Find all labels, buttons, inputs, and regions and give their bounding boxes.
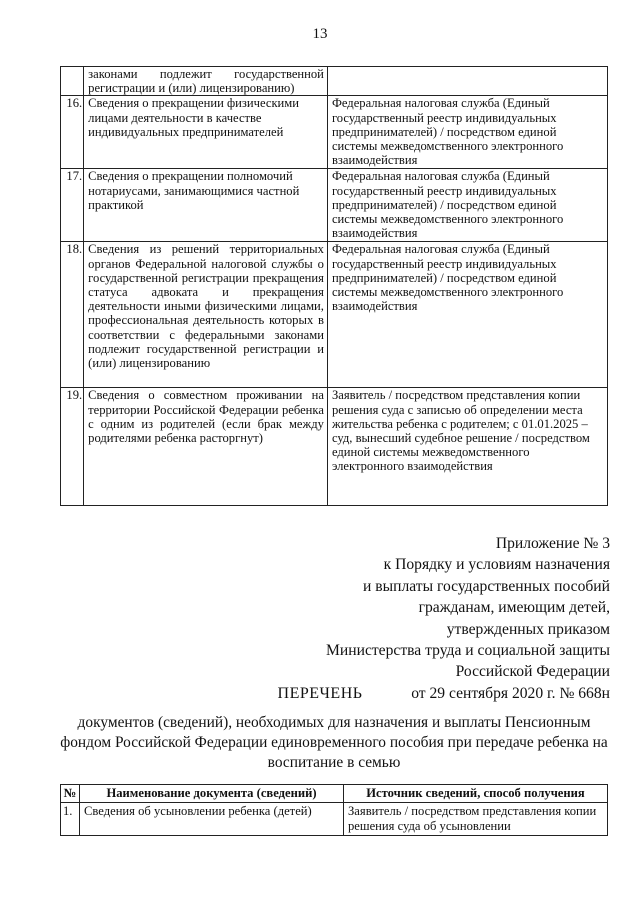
row-number: 19.	[61, 388, 84, 506]
row-number: 1.	[61, 803, 80, 836]
row-name: Сведения из решений территориальных органов Федеральной налоговой службы о государственной регистрации прекращения статуса адвоката и прекращения деятельности иными физическими лицами, профессиональная деятельность которых в соответствии с федеральными законами подлежит государственной регистрации и (или) лицензированию	[84, 242, 328, 388]
row-name: Сведения о прекращении полномочий нотариусами, занимающимися частной практикой	[84, 169, 328, 242]
row-source: Заявитель / посредством представления копии решения суда с записью об определении места жительства ребенка с родителем; с 01.01.2025 – суд, вынесший судебное решение / посредством единой системы межведомственного электронного взаимодействия	[327, 388, 607, 506]
row-source: Федеральная налоговая служба (Единый государственный реестр индивидуальных предпринимателей) / посредством единой системы межведомственного электронного взаимодействия	[327, 169, 607, 242]
appendix-line: от 29 сентября 2020 г. № 668н	[411, 684, 610, 702]
row-name: Сведения о совместном проживании на территории Российской Федерации ребенка с одним из родителей (если брак между родителями ребенка расторгнут)	[84, 388, 328, 506]
table-header-row	[61, 785, 608, 803]
documents-table-continuation	[60, 66, 608, 506]
row-source	[327, 67, 607, 96]
header-name: Наименование документа (сведений)	[80, 785, 344, 803]
page-number: 13	[312, 26, 328, 42]
header-number: №	[61, 785, 80, 803]
table-row	[61, 803, 608, 836]
row-source: Заявитель / посредством представления копии решения суда об усыновлении	[344, 803, 608, 836]
appendix-line: утвержденных приказом	[446, 620, 610, 638]
table-row	[61, 67, 608, 96]
appendix-line: Российской Федерации	[455, 663, 610, 681]
list-title: ПЕРЕЧЕНЬ	[277, 685, 363, 702]
row-source: Федеральная налоговая служба (Единый государственный реестр индивидуальных предпринимателей) / посредством единой системы межведомственного электронного взаимодействия	[327, 242, 607, 388]
appendix-line: и выплаты государственных пособий	[363, 577, 610, 595]
table-row	[61, 96, 608, 169]
documents-list-table	[60, 784, 608, 836]
row-number	[61, 67, 84, 96]
appendix-line: гражданам, имеющим детей,	[418, 599, 610, 617]
header-source: Источник сведений, способ получения	[344, 785, 608, 803]
row-name: Сведения об усыновлении ребенка (детей)	[80, 803, 344, 836]
row-source: Федеральная налоговая служба (Единый государственный реестр индивидуальных предпринимателей) / посредством единой системы межведомственного электронного взаимодействия	[327, 96, 607, 169]
row-name: Сведения о прекращении физическими лицами деятельности в качестве индивидуальных предпринимателей	[84, 96, 328, 169]
row-number: 16.	[61, 96, 84, 169]
row-number: 18.	[61, 242, 84, 388]
row-number: 17.	[61, 169, 84, 242]
appendix-line: к Порядку и условиям назначения	[383, 556, 610, 574]
row-name: законами подлежит государственной регистрации и (или) лицензированию)	[84, 67, 328, 96]
appendix-line: Приложение № 3	[495, 535, 610, 552]
table-row	[61, 169, 608, 242]
table-row	[61, 242, 608, 388]
list-subtitle: документов (сведений), необходимых для назначения и выплаты Пенсионным фондом Российской Федерации единовременного пособия при передаче ребенка на воспитание в семью	[60, 714, 608, 771]
table-row	[61, 388, 608, 506]
appendix-line: Министерства труда и социальной защиты	[326, 642, 610, 660]
appendix-header	[326, 533, 610, 704]
